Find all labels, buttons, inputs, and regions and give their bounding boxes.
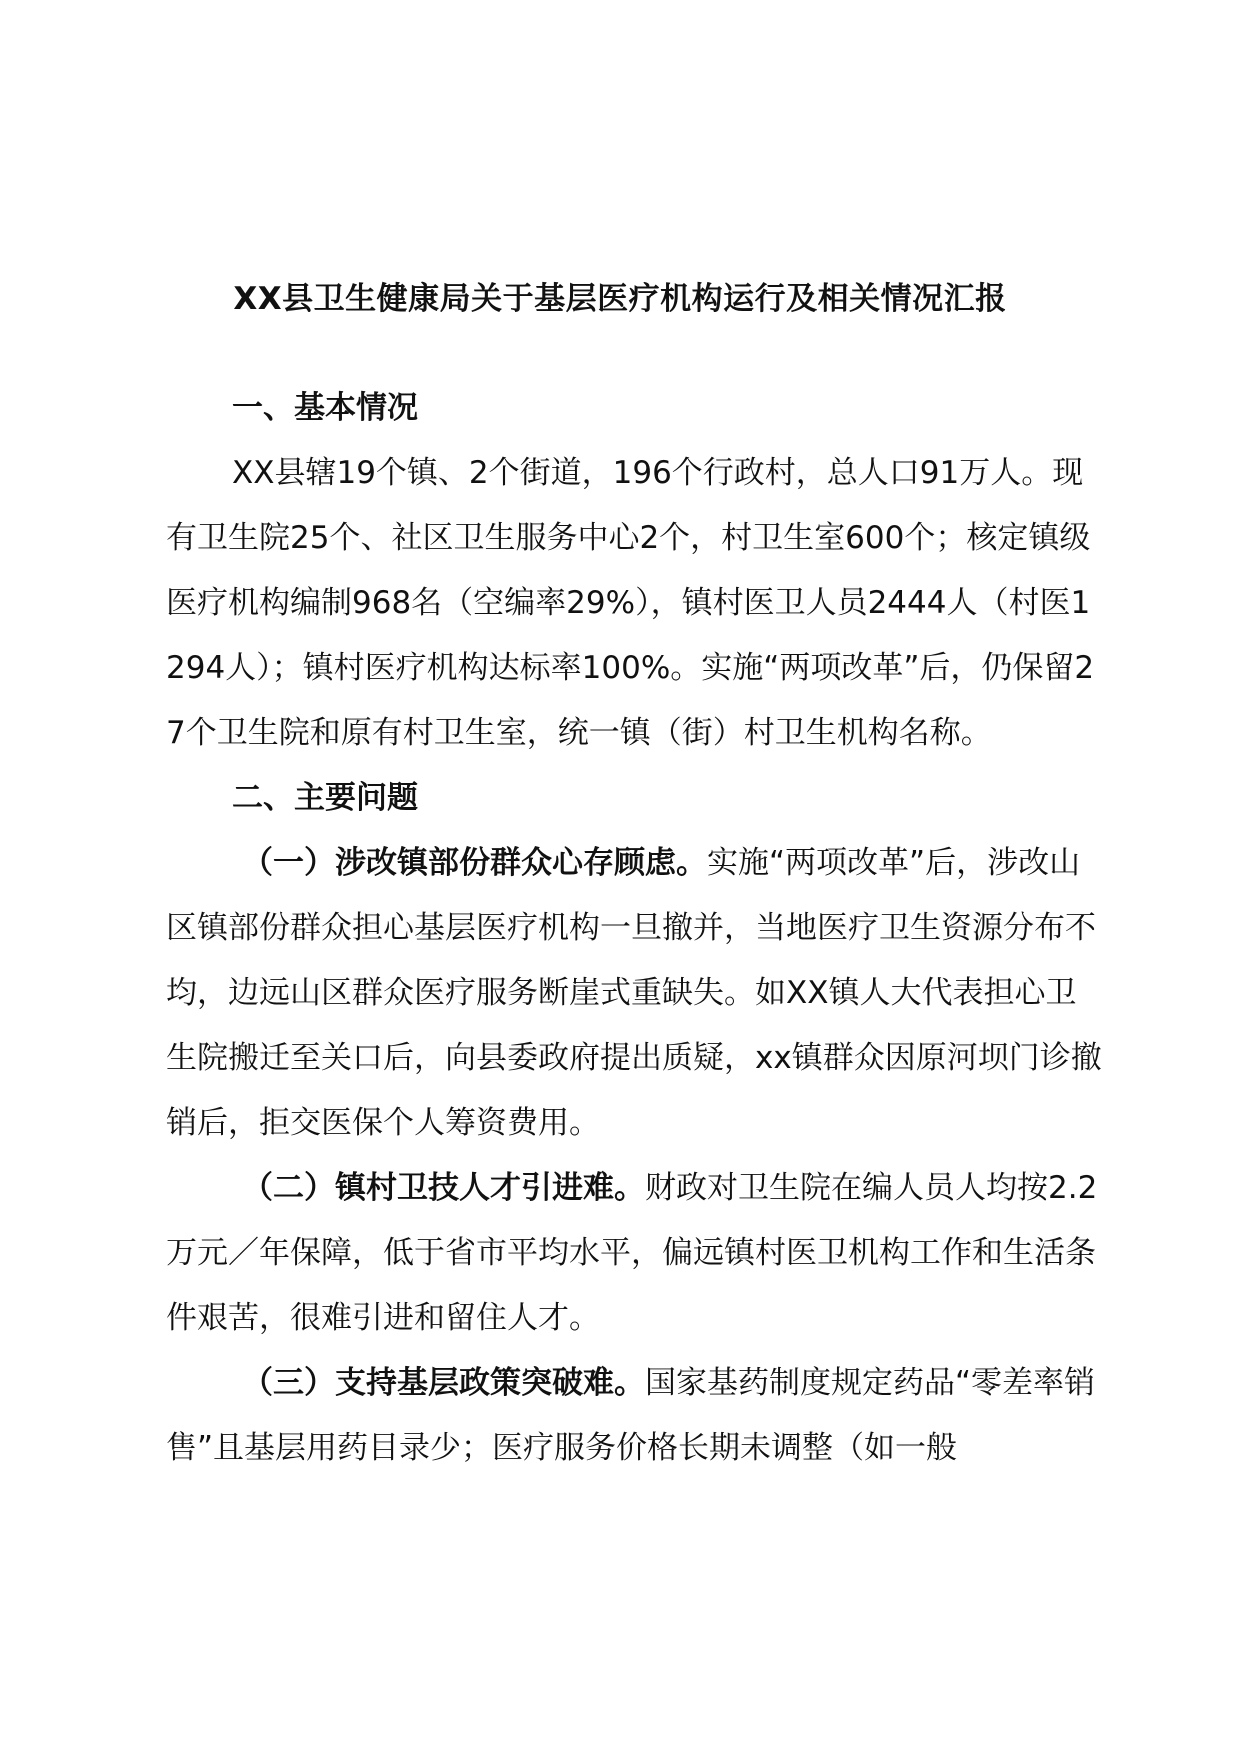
document-body [166,376,1106,1481]
document-title: XX县卫生健康局关于基层医疗机构运行及相关情况汇报 [233,281,1007,317]
problem-item-text: 实施“两项改革”后，涉改山区镇部份群众担心基层医疗机构一旦撤并，当地医疗卫生资源分布不均，边远山区群众医疗服务断崖式重缺失。如XX镇人大代表担心卫生院搬迁至关口后，向县委政府提出质疑，xx镇群众因原河坝门诊撤销后，拒交医保个人筹资费用。 [166,845,1102,1141]
section-heading-main-problems: 二、主要问题 [232,780,418,816]
problem-item-heading: （三）支持基层政策突破难。 [242,1365,645,1401]
problem-item-2 [166,1156,1106,1351]
problem-item-1 [166,831,1106,1156]
problem-item-heading: （一）涉改镇部份群众心存顾虑。 [242,845,707,881]
problem-item-3 [166,1351,1106,1481]
problem-item-text: 财政对卫生院在编人员人均按2.2万元／年保障，低于省市平均水平，偏远镇村医卫机构工作和生活条件艰苦，很难引进和留住人才。 [166,1170,1098,1336]
problem-item-heading: （二）镇村卫技人才引进难。 [242,1170,645,1206]
section-paragraph-basic-info: XX县辖19个镇、2个街道，196个行政村，总人口91万人。现有卫生院25个、社区卫生服务中心2个，村卫生室600个；核定镇级医疗机构编制968名（空编率29%），镇村医卫人员2444人（村医1294人）；镇村医疗机构达标率100%。实施“两项改革”后，仍保留27个卫生院和原有村卫生室，统一镇（街）村卫生机构名称。 [166,455,1095,751]
section-heading-basic-info: 一、基本情况 [232,390,418,426]
problem-item-text: 国家基药制度规定药品“零差率销售”且基层用药目录少；医疗服务价格长期未调整（如一般 [166,1365,1096,1466]
